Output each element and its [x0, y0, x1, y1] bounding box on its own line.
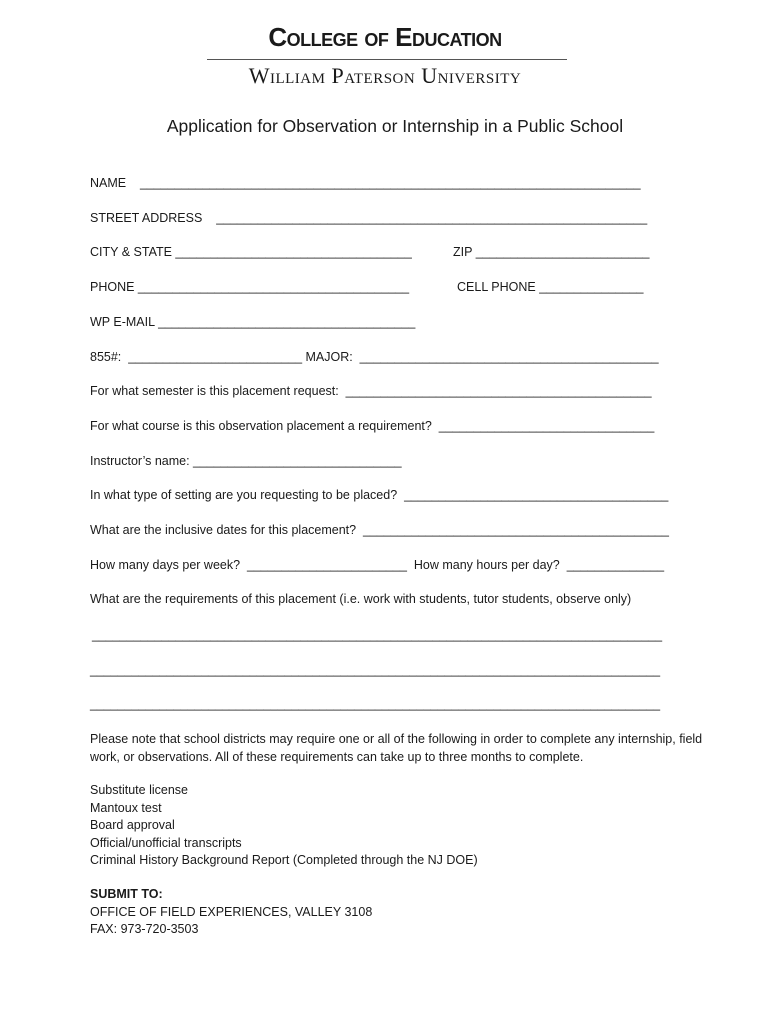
course-field[interactable]: For what course is this observation placement a requirement? _______________________________ [90, 419, 655, 433]
phone-field[interactable]: PHONE _______________________________________ [90, 280, 410, 294]
days-hours-field[interactable]: How many days per week? _______________________ How many hours per day? ______________ [90, 558, 665, 572]
requirements-line-3[interactable]: __________________________________________________________________________________ [90, 697, 661, 711]
requirements-line-1[interactable]: __________________________________________________________________________________ [92, 628, 663, 642]
header-divider [207, 59, 567, 60]
instructor-field[interactable]: Instructor’s name: ______________________________ [90, 454, 402, 468]
name-field[interactable]: NAME ________________________________________________________________________ [90, 176, 641, 190]
list-item: Mantoux test [90, 800, 162, 815]
list-item: Official/unofficial transcripts [90, 835, 242, 850]
list-item: Substitute license [90, 783, 188, 797]
id-major-field[interactable]: 855#: _________________________ MAJOR: ___________________________________________ [90, 350, 659, 364]
dates-field[interactable]: What are the inclusive dates for this placement? ____________________________________________ [90, 523, 669, 537]
college-name: College of Education [268, 22, 502, 52]
university-name: William Paterson University [248, 63, 522, 88]
list-item: Board approval [90, 818, 175, 832]
wp-email-field[interactable]: WP E-MAIL _____________________________________ [90, 315, 416, 329]
submit-section [90, 886, 372, 939]
submit-heading: SUBMIT TO: [90, 887, 163, 901]
cell-phone-field[interactable]: CELL PHONE _______________ [457, 280, 644, 294]
requirements-question: What are the requirements of this placement (i.e. work with students, tutor students, observe only) [90, 592, 632, 606]
list-item: Criminal History Background Report (Completed through the NJ DOE) [90, 853, 478, 867]
form-title: Application for Observation or Internship in a Public School [166, 116, 624, 136]
zip-field[interactable]: ZIP _________________________ [453, 245, 650, 259]
semester-field[interactable]: For what semester is this placement request: ____________________________________________ [90, 384, 652, 398]
street-address-field[interactable]: STREET ADDRESS ______________________________________________________________ [90, 211, 648, 225]
requirements-line-2[interactable]: __________________________________________________________________________________ [90, 663, 661, 677]
city-state-field[interactable]: CITY & STATE __________________________________ [90, 245, 412, 259]
fax-number: FAX: 973-720-3503 [90, 922, 199, 936]
requirements-list [90, 782, 478, 870]
setting-field[interactable]: In what type of setting are you requesting to be placed? ______________________________________ [90, 488, 669, 502]
district-note: Please note that school districts may require one or all of the following in order to complete any internship, field work, or observations. All of these requirements can take up to three months to complete. [90, 732, 703, 764]
office-address: OFFICE OF FIELD EXPERIENCES, VALLEY 3108 [90, 904, 373, 919]
